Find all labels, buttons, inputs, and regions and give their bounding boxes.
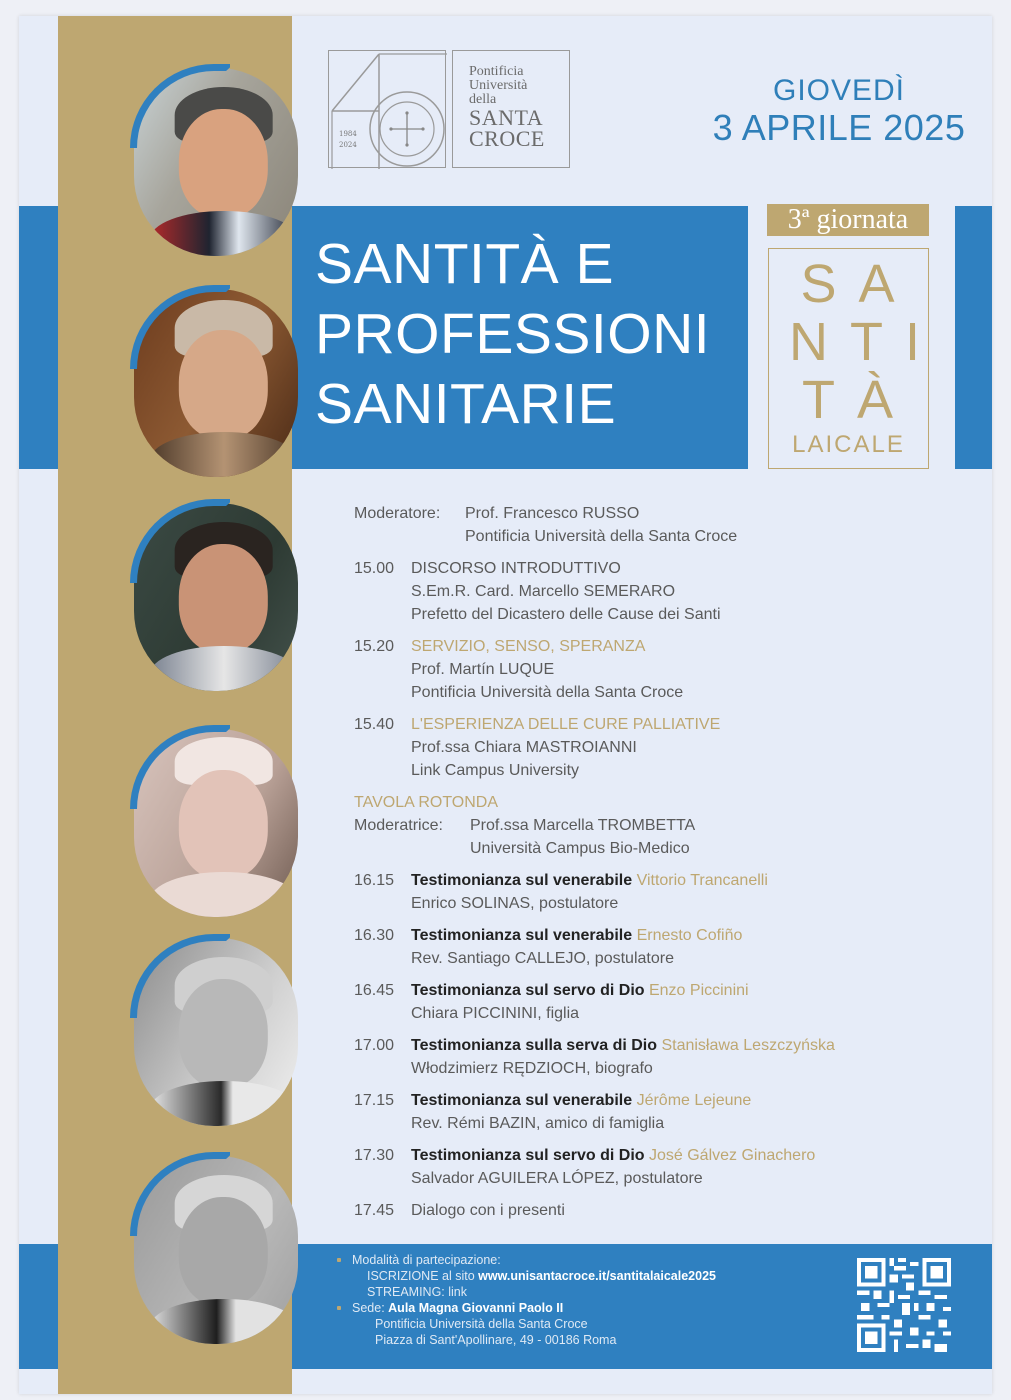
portrait-3 (134, 503, 298, 691)
registration-row (337, 1268, 837, 1284)
year-start: 1984 (339, 130, 357, 138)
talk-time: 15.40 (354, 716, 395, 733)
round-table-label: TAVOLA ROTONDA (354, 794, 499, 811)
talk-speaker: S.Em.R. Card. Marcello SEMERARO (411, 583, 676, 600)
event-poster (19, 16, 992, 1394)
logo-years (339, 129, 357, 151)
talk-affiliation-row (354, 603, 974, 626)
round-table-moderator-name: Prof.ssa Marcella TROMBETTA (470, 817, 696, 834)
series-logo (768, 248, 942, 469)
testimony-subject: Enzo Piccinini (648, 982, 749, 999)
talk-affiliation: Prefetto del Dicastero delle Cause dei Santi (411, 606, 721, 623)
talk-time: 15.20 (354, 638, 395, 655)
testimony-subject: Jérôme Lejeune (636, 1092, 752, 1109)
talk-title: L'ESPERIENZA DELLE CURE PALLIATIVE (411, 716, 721, 733)
venue-name: Aula Magna Giovanni Paolo II (388, 1301, 564, 1315)
testimony-subject: Stanisława Leszczyńska (661, 1037, 835, 1054)
portrait-5 (134, 938, 298, 1126)
testimony-lead: Testimonianza sul servo di Dio (411, 1147, 645, 1164)
talk-affiliation: Link Campus University (411, 762, 580, 779)
event-title (315, 229, 745, 439)
testimony-time: 16.45 (354, 982, 395, 999)
series-row-3: TÀ (801, 370, 915, 430)
venue-row (337, 1300, 837, 1316)
series-row-2: NTI (789, 312, 942, 372)
testimony-row (354, 924, 974, 947)
round-table-affiliation-row (354, 837, 974, 860)
testimony-speaker: Chiara PICCININI, figlia (411, 1005, 580, 1022)
round-table-moderator-affiliation: Università Campus Bio-Medico (470, 840, 690, 857)
venue-address-row (337, 1332, 837, 1348)
bullet-icon (337, 1306, 341, 1310)
testimony-speaker-row (354, 892, 974, 915)
talk-speaker-row (354, 658, 974, 681)
talk-time: 15.00 (354, 560, 395, 577)
series-subtitle: LAICALE (792, 431, 905, 458)
testimony-speaker: Rev. Santiago CALLEJO, postulatore (411, 950, 674, 967)
registration-link[interactable]: www.unisantacroce.it/santitalaicale2025 (478, 1269, 716, 1283)
moderator-label: Moderatore: (354, 505, 441, 522)
testimony-row (354, 1034, 974, 1057)
registration-prefix: ISCRIZIONE al sito (367, 1269, 475, 1283)
university-logo (328, 50, 570, 168)
streaming-link[interactable]: STREAMING: link (367, 1285, 468, 1299)
testimony-speaker: Rev. Rémi BAZIN, amico di famiglia (411, 1115, 665, 1132)
participation-row (337, 1252, 837, 1268)
talk-affiliation-row (354, 681, 974, 704)
testimony-speaker-row (354, 1002, 974, 1025)
testimony-row (354, 869, 974, 892)
moderator-row (354, 502, 974, 525)
participation-info (337, 1252, 837, 1348)
number-45-cross-icon (329, 51, 447, 169)
testimony-speaker: Włodzimierz RĘDZIOCH, biografo (411, 1060, 653, 1077)
testimony-speaker-row (354, 947, 974, 970)
venue-institution: Pontificia Università della Santa Croce (375, 1317, 588, 1331)
streaming-row (337, 1284, 837, 1300)
logo-line-4: SANTA (469, 105, 544, 130)
testimony-speaker: Salvador AGUILERA LÓPEZ, postulatore (411, 1170, 703, 1187)
testimony-lead: Testimonianza sulla serva di Dio (411, 1037, 657, 1054)
closing-row (354, 1199, 974, 1222)
venue-address: Piazza di Sant'Apollinare, 49 - 00186 Roma (375, 1333, 617, 1347)
day-number-badge: 3ª giornata (767, 204, 929, 236)
venue-institution-row (337, 1316, 837, 1332)
anniversary-45-emblem (328, 50, 446, 168)
testimony-subject: José Gálvez Ginachero (648, 1147, 816, 1164)
talk-speaker-row (354, 580, 974, 603)
testimony-speaker-row (354, 1057, 974, 1080)
testimony-time: 16.15 (354, 872, 395, 889)
testimony-time: 17.30 (354, 1147, 395, 1164)
testimony-subject: Vittorio Trancanelli (636, 872, 768, 889)
testimony-speaker-row (354, 1112, 974, 1135)
testimony-speaker-row (354, 1167, 974, 1190)
year-end: 2024 (339, 141, 357, 149)
testimony-lead: Testimonianza sul venerabile (411, 927, 633, 944)
portrait-column (58, 16, 292, 1394)
talk-row (354, 713, 974, 736)
testimony-speaker: Enrico SOLINAS, postulatore (411, 895, 619, 912)
event-date (709, 74, 969, 148)
portrait-6 (134, 1156, 298, 1344)
logo-line-3: della (469, 92, 497, 107)
moderator-affiliation-row (354, 525, 974, 548)
talk-affiliation-row (354, 759, 974, 782)
university-name-box (452, 50, 570, 168)
talk-row (354, 635, 974, 658)
closing-time: 17.45 (354, 1202, 395, 1219)
testimony-lead: Testimonianza sul venerabile (411, 1092, 633, 1109)
testimony-row (354, 979, 974, 1002)
testimony-time: 17.15 (354, 1092, 395, 1109)
testimony-time: 16.30 (354, 927, 395, 944)
talk-speaker: Prof.ssa Chiara MASTROIANNI (411, 739, 637, 756)
talk-speaker-row (354, 736, 974, 759)
talk-speaker: Prof. Martín LUQUE (411, 661, 555, 678)
moderator-affiliation: Pontificia Università della Santa Croce (465, 528, 738, 545)
round-table-heading (354, 791, 974, 814)
testimony-time: 17.00 (354, 1037, 395, 1054)
participation-label: Modalità di partecipazione: (352, 1253, 501, 1267)
talk-title: DISCORSO INTRODUTTIVO (411, 560, 621, 577)
talk-row (354, 557, 974, 580)
bullet-icon (337, 1258, 341, 1262)
testimony-lead: Testimonianza sul venerabile (411, 872, 633, 889)
round-table-moderator-row (354, 814, 974, 837)
testimony-row (354, 1089, 974, 1112)
portrait-4 (134, 729, 298, 917)
program-schedule (354, 502, 974, 1222)
title-line-3: SANITARIE (315, 372, 617, 436)
event-full-date: 3 APRILE 2025 (712, 107, 966, 148)
testimony-subject: Ernesto Cofiño (636, 927, 743, 944)
title-line-2: PROFESSIONI (315, 302, 711, 366)
portrait-1 (134, 68, 298, 256)
round-table-moderator-label: Moderatrice: (354, 817, 443, 834)
testimony-row (354, 1144, 974, 1167)
title-line-1: SANTITÀ E (315, 232, 615, 296)
logo-line-1: Pontificia (469, 64, 524, 79)
talk-affiliation: Pontificia Università della Santa Croce (411, 684, 684, 701)
moderator-name: Prof. Francesco RUSSO (465, 505, 640, 522)
series-row-1: SA (800, 254, 917, 314)
qr-code-icon[interactable] (853, 1254, 955, 1356)
closing-text: Dialogo con i presenti (411, 1202, 565, 1219)
portrait-2 (134, 289, 298, 477)
testimony-lead: Testimonianza sul servo di Dio (411, 982, 645, 999)
logo-line-2: Università (469, 78, 528, 93)
event-day: GIOVEDÌ (772, 74, 906, 107)
logo-line-5: CROCE (469, 126, 545, 151)
venue-label: Sede: (352, 1301, 385, 1315)
talk-title: SERVIZIO, SENSO, SPERANZA (411, 638, 646, 655)
